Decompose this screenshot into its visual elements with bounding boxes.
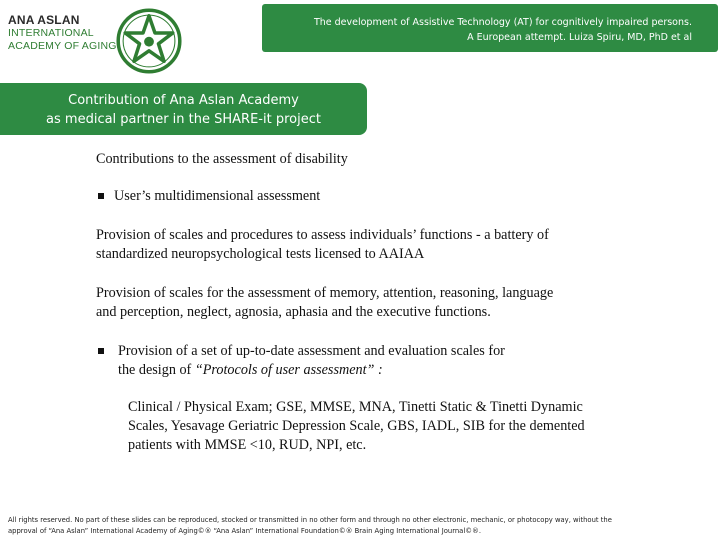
paragraph-line: and perception, neglect, agnosia, aphasia and the executive functions. [96,304,491,320]
academy-logo [0,0,260,80]
bullet-item [96,187,696,206]
presentation-title-banner [262,4,718,52]
star-emblem-icon [114,6,184,76]
square-bullet-icon [98,193,104,199]
bullet-item [96,342,696,380]
logo-line-3: ACADEMY OF AGING [8,40,117,52]
paragraph-scales [96,226,696,264]
copyright-footer [8,515,714,537]
clinical-line: patients with MMSE <10, RUD, NPI, etc. [128,437,367,453]
clinical-scales-list [96,398,696,455]
bullet-text: User’s multidimensional assessment [114,188,321,204]
paragraph-line: Provision of scales for the assessment of memory, attention, reasoning, language [96,285,554,301]
footer-line-2: approval of “Ana Aslan” International Academy of Aging©® “Ana Aslan” International Foundation©® Brain Aging International Journal©®. [8,527,481,535]
paragraph-line: Provision of scales and procedures to assess individuals’ functions - a battery of [96,227,549,243]
clinical-line: Clinical / Physical Exam; GSE, MMSE, MNA, Tinetti Static & Tinetti Dynamic [128,399,583,415]
logo-text [8,14,117,53]
footer-line-1: All rights reserved. No part of these slides can be reproduced, stocked or transmitted in no other form and through no other electronic, mechanic, or photocopy way, without the [8,516,612,524]
paragraph-assessment [96,284,696,322]
bullet-text: Provision of a set of up-to-date assessment and evaluation scales for [118,343,505,359]
section-title-line-2: as medical partner in the SHARE-it project [46,112,321,127]
logo-line-2: INTERNATIONAL [8,27,94,39]
slide-content [96,150,696,455]
banner-line-2: A European attempt. Luiza Spiru, MD, PhD et al [467,32,692,43]
clinical-line: Scales, Yesavage Geriatric Depression Scale, GBS, IADL, SIB for the demented [128,418,585,434]
protocols-italic-text: “Protocols of user assessment” : [194,362,383,378]
section-title-box [0,83,367,135]
square-bullet-icon [98,348,104,354]
logo-line-1: ANA ASLAN [8,13,80,27]
bullet-text: the design of [118,362,195,378]
content-heading: Contributions to the assessment of disability [96,151,348,167]
banner-line-1: The development of Assistive Technology (AT) for cognitively impaired persons. [313,17,692,28]
section-title-line-1: Contribution of Ana Aslan Academy [68,93,299,108]
paragraph-line: standardized neuropsychological tests licensed to AAIAA [96,246,425,262]
